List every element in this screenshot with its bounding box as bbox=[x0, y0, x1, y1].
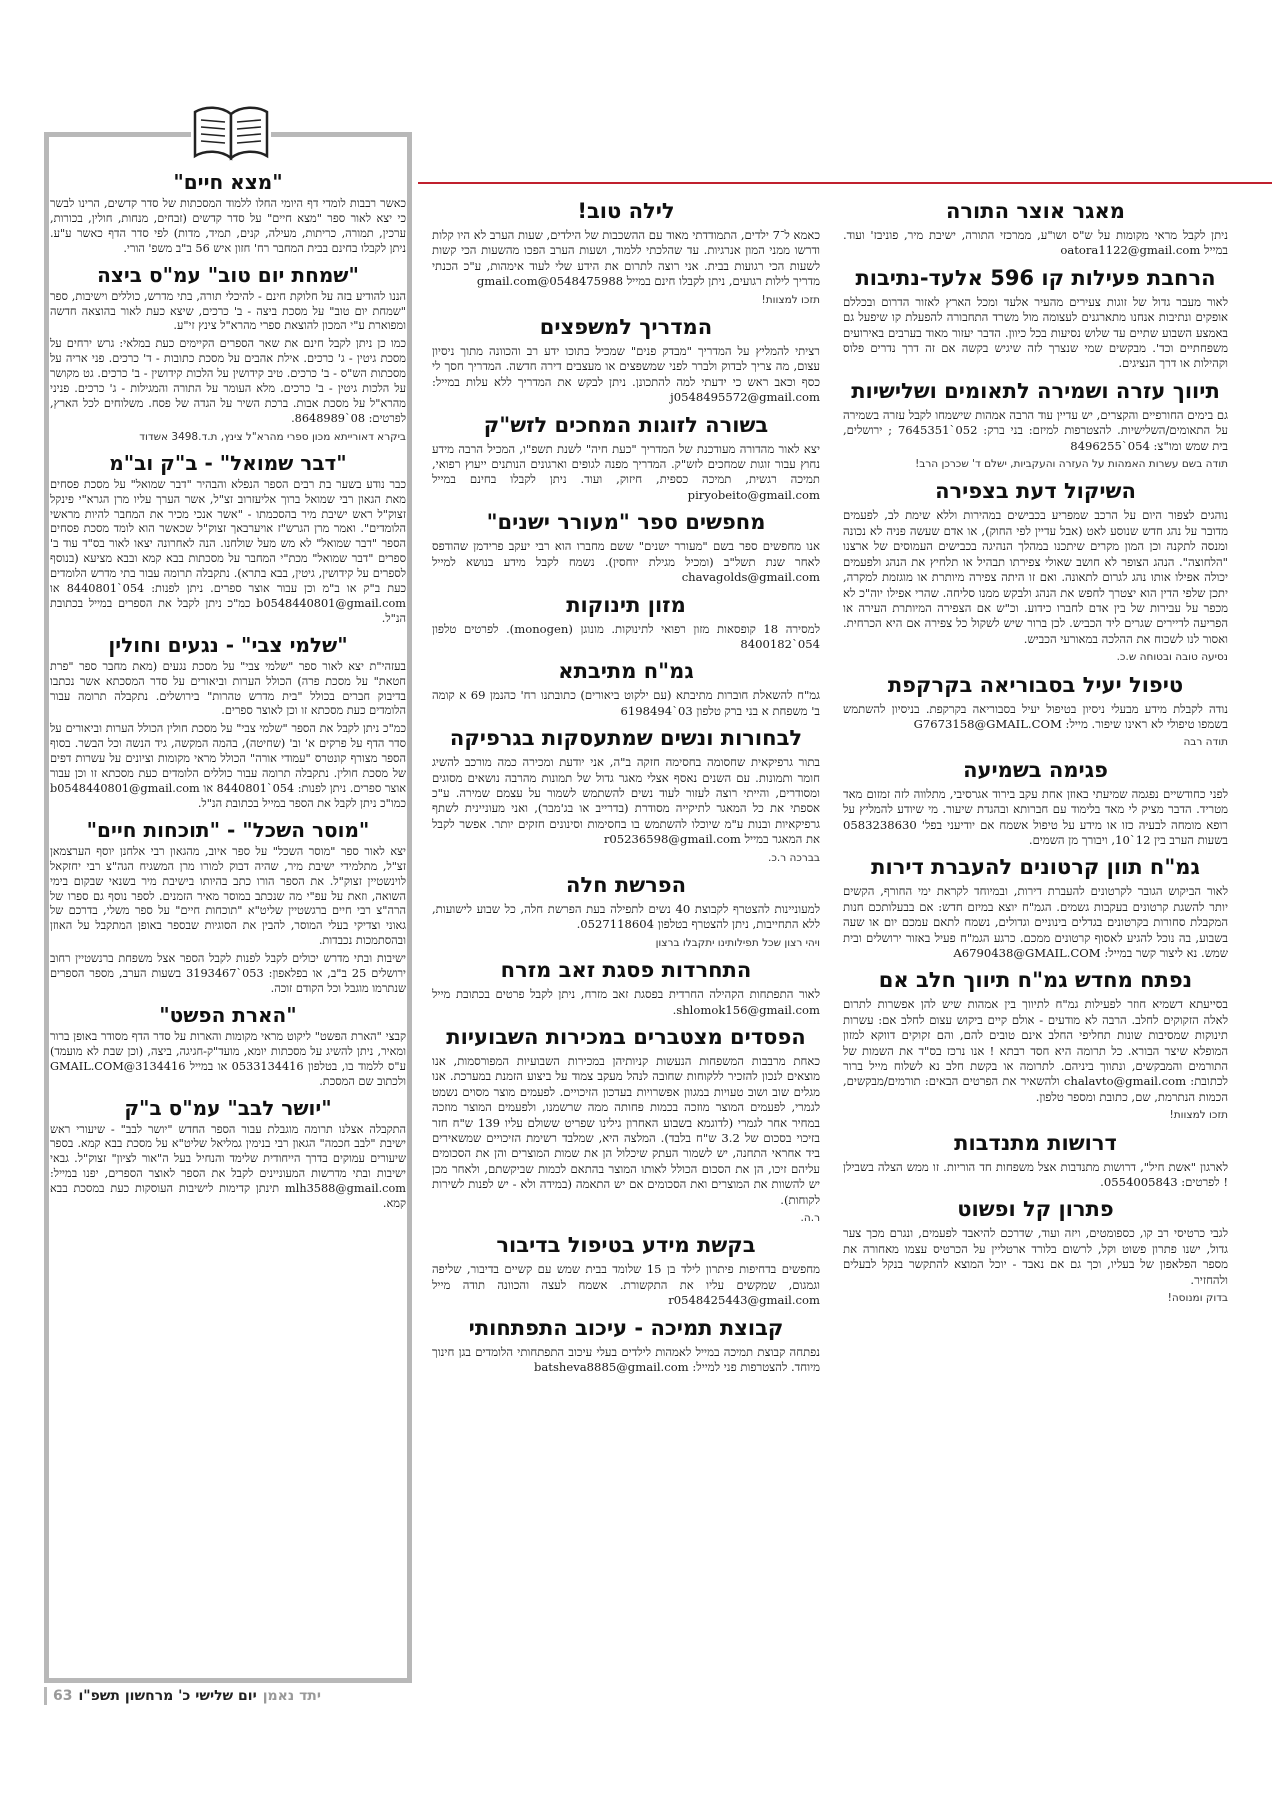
article-body: נפתחה קבוצת תמיכה במייל לאמהות לילדים בעלי עיכוב התפתחותי הלומדים בגן חינוך מיוחד. להצטרפות פני למייל: batsheva8885@gmail.com bbox=[432, 1344, 820, 1375]
article-body: בסייעתא דשמיא חוזר לפעילות גמ"ח לתיווך בין אמהות שיש להן אפשרות לתרום לאלה הזקוקים לחלב. הרבה לא מודעים - אולם קיים ביקוש עצום לחלב אם: עשרות תינוקות שמסיבות שונות תחליפי החלב אינם טובים להם, והם זקוקים דווקא למזון המופלא שיצר הבורא. כל תרומה היא חסד רבתא ! אנו נרכז בס"ד את השמות של התורמים והמבקשים, ונתווך ביניהם. לתרומה או בקשת חלב נא לשלוח מייל ברור לכתובת: chalavto@gmail.com ולהשאיר את הפרטים הבאים: תורמים/מבקשים, הכמות הנתרמת, שם, כתובת ומספר טלפון. bbox=[843, 997, 1228, 1104]
article bbox=[843, 672, 1228, 751]
footer-magazine: יתד נאמן bbox=[262, 1688, 321, 1704]
article-title: מאגר אוצר התורה bbox=[945, 199, 1126, 223]
article-signature: נסיעה טובה ובטוחה ש.כ. bbox=[1116, 651, 1228, 664]
article-body: נודה לקבלת מידע מבעלי ניסיון בטיפול יעיל בסבוריאה בקרקפת. בניסיון להשתמש בשמפו טיפולי לא ראינו שיפור. מייל: G7673158@GMAIL.COM bbox=[843, 701, 1228, 731]
article-title: מחפשים ספר "מעורר ישנים" bbox=[486, 510, 766, 535]
article-title: נפתח מחדש גמ"ח תיווך חלב אם bbox=[878, 968, 1193, 993]
article bbox=[432, 314, 820, 406]
article-signature: בברכה ר.כ. bbox=[768, 851, 820, 864]
article-title: הפסדים מצטברים במכירות השבועיות bbox=[446, 1025, 806, 1049]
article-title: טיפול יעיל בסבוריאה בקרקפת bbox=[887, 672, 1184, 697]
article-body: רציתי להמליץ על המדריך "מבדק פנים" שמכיל בתוכו ידע רב והכוונה מתוך ניסיון עצום, מה צריך לבדוק ולברר לפני שמשפצים או מעצבים דירה חדשה. המדריך חסך לי כסף וכאב ראש כי ידעתי למה להתכונן. ניתן לבקש את המדריך ללא עלות במייל: j0548495572@gmail.com bbox=[432, 344, 820, 405]
article-title: קבוצת תמיכה - עיכוב התפתחותי bbox=[468, 1315, 784, 1340]
left-column bbox=[50, 165, 406, 1218]
article-title: הפרשת חלה bbox=[565, 872, 687, 897]
article-signature: תודה רבה bbox=[1183, 736, 1228, 749]
article-body: נוהגים לצפור היום על הרכב שמפריע בכבישים במהירות וללא שימת לב, לפעמים מדובר על נהג חדש שנוסע לאט (אבל עדיין לפי החוק), או אדם שעשה פניה לא נכונה ומנסה לתקנה וכן המון מקרים שיתכנו במהלך הנהיגה בכבישים העמוסים של ארצנו "הלחוצה". הנהג הצופר לא חושב שאולי צפירתו תבהיל או תלחיץ את הנהג ולפעמים יכולה אפילו אותו נהג לגרום לתאונה. ואם זו היתה צפירה מיותרת או מוגזמת למקרה, יתכן שלפי הדין הוא יצטרך לחפש את הנהג ולבקש ממנו סליחה. שהרי אפילו יוה"כ לא מכפר על עבירות של בין אדם לחברו כידוע. וכ"ש אם הצפירה המיותרת העירה או הפריעה לדיירים שגרים ליד הכביש. לכן ברור שיש לשקול כל צפירה אם היא הכרחית. ואסור לנו לשכוח את ההלכה במאורעי הכביש. bbox=[843, 508, 1228, 646]
article-title: פגימה בשמיעה bbox=[963, 757, 1108, 782]
article bbox=[50, 1003, 406, 1090]
article-body: כאמא ל־7 ילדים, התמודדתי מאוד עם ההשכבות של הילדים, שעות הערב לא היו קלות ודרשו ממני המון אנרגיות. עד שהלכתי ללמוד, ושעות הערב הפכו מהשעות הכי קשות לשעות הכי רגועות בבית. אני רוצה לתרום את הידע שלי לעוד אימהות, ע"כ הכנתי מדריך לילות רגועים, ניתן לקבלו חינם במייל 0548475988@gmail.com bbox=[432, 228, 820, 289]
article bbox=[843, 478, 1228, 665]
page-footer bbox=[44, 1684, 321, 1708]
article-title: מזון תינוקות bbox=[566, 592, 686, 617]
article-title: "מצא חיים" bbox=[173, 170, 283, 194]
article-body: לאור הביקוש הגובר לקרטונים להעברת דירות, ובמיוחד לקראת ימי החורף, הקשים יותר להשגת קרטונים בעקבות גשמים. הגמ"ח יוצא במיזם חדש: אם בבעלותכם חנות המקבלת סחורות בקרטונים בגדלים בינוניים וגדולים, נשמח לתאם עמכם יום או שעה בשבוע, בה נוכל להגיע לאסוף קרטונים ממכם. כרגע הגמ"ח פעיל באזור ירושלים ובית שמש. נא ליצור קשר במייל: A6790438@GMAIL.COM bbox=[843, 884, 1228, 960]
article-body: מחפשים בדחיפות פיתרון לילד בן 15 שלומד בבית שמש עם קשיים בדיבור, שליפה וגמגום, שמקשים עליו את התקשורת. אשמח לעצה והכוונה תודה מייל r0548425443@gmail.com bbox=[432, 1262, 820, 1308]
footer-page-number: 63 bbox=[53, 1688, 73, 1704]
article-body: אנו מחפשים ספר בשם "מעורר ישנים" ששם מחברו הוא רבי יעקב פרידמן שהודפס לאחר שנת תשל"ב (ומכיל מגילת יוחסין). נשמח לקבל מידע בנושא למייל chavagolds@gmail.com bbox=[432, 539, 820, 585]
article-title: "הארת הפשט" bbox=[159, 1002, 297, 1027]
article-title: גמ"ח תוון קרטונים להעברת דירות bbox=[871, 855, 1200, 880]
right-column bbox=[843, 192, 1228, 1313]
article-title: גמ"ח מתיבתא bbox=[558, 659, 694, 684]
article-signature: בדוק ומנוסה! bbox=[1167, 1292, 1228, 1305]
article-body: יצא לאור ספר "מוסר השכל" על ספר איוב, מהגאון רבי אלחנן יוסף הערצמאן זצ"ל, מתלמידי ישיבת מיר, שהיה דבוק למורו מרן המשגיח הגה"צ רבי יחזקאל לוינשטיין זצוק"ל. את הספר הורו כתב בהיותו בישיבת מיר בשנאי שבקום בימי השואה, וזאת על עפ"י מה שנכתב במוסר מאיר הזמנים. לספר נוסף גם ספרו של הרה"צ רבי חיים ברגשטיין שליט"א "תוכחות חיים" על ספר משלי, בדרכם של גאוני וצדיקי בעלי המוסר, להבין את הסוגיות שבספר באופן המתקבל על האוזן ובהסתמכות נכבדות. bbox=[50, 844, 406, 948]
article-body: כאשר רבבות לומדי דף היומי החלו ללמוד המסכתות של סדר קדשים, הרינו לבשר כי יצא לאור ספר "מצא חיים" על סדר קדשים (זבחים, מנחות, חולין, בכורות, ערכין, תמורה, כריתות, מעילה, קנים, תמיד, מדות) לפי סדר הדף כאשר ע"ע. ניתן לקבלו בחינם בבית המחבר רח' חזון איש 56 ב"ב משפ' הורי. bbox=[50, 197, 406, 255]
article-title: פתרון קל ופשוט bbox=[957, 1197, 1114, 1222]
article bbox=[432, 725, 820, 866]
article bbox=[432, 412, 820, 504]
article bbox=[50, 263, 406, 445]
article-body: לאור מעבר גדול של זוגות צעירים מהעיר אלעד ומכל הארץ לאזור הדרום ובכללם אופקים ונתיבות אנחנו מתארגנים לעצומה מול משרד התחבורה להפעלת קו שיפעל גם באמצע השבוע שתיים עד שלוש נסיעות בכל כיוון. הדבר יעזור מאוד בערבים באירועים משפחתיים וכד'. מבקשים שמי שנצרך לזה שיגיש בקשה אם זה דרך נדרים פלוס וקהילות או דרך הנציגים. bbox=[843, 294, 1228, 371]
article-title: השיקול דעת בצפירה bbox=[935, 479, 1136, 504]
article-body: כמ"כ ניתן לקבל את הספר "שלמי צבי" על מסכת חולין הכולל הערות וביאורים על סדר הדף על פרקים א' וב' (שחיטה), בהמה המקשה, גיד הנשה וכל הבשר. בסוף הספר מצורף קונטרס "עמודי אורה" הכולל מראי מקומות וציונים על עשרות דפים של מסכת חולין. נתקבלה תרומה עבור כוללים הלומדים כעת מסכתא זו וכן עבור אוצר ספרים. ניתן לפנות: 054`8440801 או b0548440801@gmail.com כמו"כ ניתן לקבל את הספר במייל בכתובת הנ"ל. bbox=[49, 722, 406, 810]
article bbox=[432, 1024, 820, 1226]
article-title: "שמחת יום טוב" עמ"ס ביצה bbox=[97, 262, 359, 287]
article-title: המדריך למשפצים bbox=[539, 315, 713, 340]
article-body: ישיבות ובתי מדרש יכולים לקבל לפנות לקבל הספר אצל משפחת ברנשטיין רחוב ירושלים 25 ב"ב, או בפלאפון: 053`3193467 בשעות הערב, מספר הספרים שנתרמו מוגבל וכל הקודם זוכה. bbox=[50, 952, 406, 995]
article bbox=[432, 509, 820, 585]
article-signature: תודה בשם עשרות האמהות על העזרה והעקביות, ישלם ד' שכרכן הרב! bbox=[915, 458, 1228, 471]
middle-column bbox=[432, 192, 820, 1382]
article-body: כבר נודע בשער בת רבים הספר הנפלא והבהיר "דבר שמואל" על מסכת פסחים מאת הגאון רבי שמואל ברוך אליעזרוב זצ"ל, אשר הערך עליו מרן הגרא"י פינקל זצוק"ל ראש ישיבת מיר בהסכמתו - "אשר אנכי מכיר את המחבר להיות מראשי הלומדים". ואמר מרן הגרש"ז אויערבאך זצוק"ל שכאשר הוא לומד מסכת פסחים הספר "דבר שמואל" לא מש מעל שולחנו. הנה לאחרונה יצאו לאור בס"ד עוד ב' ספרים "דבר שמואל" מכת"י המחבר על מסכתות בבא קמא ובבא מציעא (בנוסף לספרים על קידושין, גיטין, בבא בתרא). נתקבלה תרומה עבור בתי מדרש הלומדים כעת ב"ק או ב"מ וכן עבור אוצר ספרים. ניתן לפנות: 054`8440801 או b0548440801@gmail.com כמ"כ ניתן לקבל את הספרים במייל בכתובת הנ"ל. bbox=[50, 477, 407, 625]
article-title: הרחבת פעילות קו 596 אלעד-נתיבות bbox=[855, 265, 1216, 290]
article bbox=[50, 451, 406, 627]
article bbox=[432, 957, 820, 1018]
article bbox=[50, 633, 406, 812]
article-body: כאחת מרבבות המשפחות הנעשות קניותיהן במכירות השבועיות המפורסמות, אנו מוצאים לנכון להזכיר ללקוחות שחובה לנהל מעקב צמוד על ביצוע הזמנת במערכת. אנו מגלים שוב ושוב טעויות במגוון אפשרויות בעדכון הזיכויים. לפעמים מוצר מסוים נשמט לגמרי, לפעמים המוצר מוזכה בכמות פחותה ממה שרשמנו, ולפעמים המוצר מוזכה במחיר אחר לגמרי (לדוגמא בשבוע האחרון גילינו שפריט ששולם עליו 139 ש"ח חזר בזיכוי בסכום של 3.2 ש"ח בלבד). המלצה היא, שמלבד רשימת הזיכויים שמשאירים ביד אחראי התחנה, יש לשמור העתק שיכלול הן את שמות המוצרים והן את הסכומים עליהם זיכו, הן את הסכום הכולל לאותו המוצר בהתאם לכמות שביקשתם, ולאחר מכן יש להשוות את המוצרים ואת הסכומים אם יש התאמה (במידה ולא - יש לפנות לשירות לקוחות). bbox=[432, 1054, 821, 1207]
article-title: בשורה לזוגות המחכים לזש"ק bbox=[483, 412, 769, 437]
article-title: "יושר לבב" עמ"ס ב"ק bbox=[124, 1095, 332, 1120]
article-body: למעוניינות להצטרף לקבוצת 40 נשים לתפילה בעת הפרשת חלה, כל שבוע לישועות, ללא התחייבות, ניתן להצטרף בטלפון 0527118604. bbox=[432, 901, 820, 932]
article-title: לילה טוב! bbox=[577, 199, 675, 223]
article-signature: תזכו למצוות! bbox=[761, 293, 820, 306]
article-signature: ר.ה. bbox=[800, 1212, 820, 1225]
article-title: לבחורות ונשים שמתעסקות בגרפיקה bbox=[449, 726, 803, 751]
article bbox=[432, 198, 820, 308]
article-title: דרושות מתנדבות bbox=[954, 1130, 1117, 1155]
open-book-icon bbox=[191, 102, 271, 164]
article bbox=[50, 818, 406, 997]
article bbox=[432, 872, 820, 951]
article-title: "דבר שמואל" - ב"ק וב"מ bbox=[109, 450, 347, 475]
article-signature: ביקרא דאורייתא מכון ספרי מהרא"ל צינץ, ת.ד.3498 אשדוד bbox=[139, 430, 406, 443]
article-body: כמו כן ניתן לקבל חינם את שאר הספרים הקיימים כעת במלאי: גרש ירחים על מסכת גיטין - ג' כרכים. אילת אהבים על מסכת כתובות - ד' כרכים. פני אריה על מסכתות הש"ס - ב' כרכים. טיב קידושין על הלכות קידושין - ב' כרכים. גט מקושר על הלכות גיטין - ב' כרכים. מלא העומר על התורה והמגילות - ג' כרכים. פניני מהרא"ל על מסכת אבות. ברכת השיר על הגדה של פסח. משלוחים לכל הארץ, לפרטים: 08`8648989. bbox=[50, 337, 406, 425]
article-title: "שלמי צבי" - נגעים וחולין bbox=[108, 632, 348, 657]
article bbox=[432, 1232, 820, 1308]
article bbox=[843, 198, 1228, 259]
article-body: לפני כחודשיים נפגמה שמיעתי באוזן אחת עקב בירוד אגרסיבי, מתלווה לזה זמזום מאד מטריד. הדבר מציק לי מאד בלימוד עם חברותא ובהגדת שיעור. מי שיודע להמליץ על רופא מומחה לבעיה כזו או מידע על טיפול אשמח אם יודיעני בפל' 0583238630 בשעות הערב בין 12`10, ויבורך מן השמים. bbox=[843, 786, 1228, 847]
article-body: ניתן לקבל מראי מקומות על ש"ס ושו"ע, ממרכזי התורה, ישיבת מיר, פוניבז' ועוד. במייל oatora1122@gmail.com bbox=[843, 228, 1228, 258]
article-body: התקבלה אצלנו תרומה מוגבלת עבור הספר החדש "יושר לבב" - שיעורי ראש ישיבת "לבב חכמה" הגאון רבי בנימין גמליאל שליט"א על מסכת בבא קמא. בספר שיעורים עמוקים בדרך הייחודית שלימד והנחיל בעל ה"אור לציון" זצוק"ל. גבאי ישיבות ובתי מדרשות המעוניינים לקבל את הספר לאוצר הספרים, יפנו במייל: mlh3588@gmail.com תינתן קדימות לישיבות העוסקות כעת במסכת בבא קמא. bbox=[50, 1122, 406, 1211]
article bbox=[843, 854, 1228, 961]
article-title: "מוסר השכל" - "תוכחות חיים" bbox=[86, 817, 370, 842]
article bbox=[843, 967, 1228, 1123]
article-body: לארגון "אשת חיל", דרושות מתנדבות אצל משפחות חד הוריות. זו ממש הצלה בשבילן ! לפרטים: 0554005843. bbox=[843, 1159, 1228, 1190]
article-body: בעזהי"ת יצא לאור ספר "שלמי צבי" על מסכת נגעים (מאת מחבר ספר "פרת חטאת" על מסכת פרה) הכולל הערות וביאורים על סדר המסכתא אשר נכתבו בדיבוק חברים בכולל "בית מדרש טהרות" בירושלים. נתקבלה תרומה עבור הלומדים כעת מסכתא זו וכן לאוצר ספרים. bbox=[50, 659, 406, 718]
article-title: בקשת מידע בטיפול בדיבור bbox=[496, 1233, 756, 1258]
article-body: בתור גרפיקאית שחסומה בחסימה חזקה ב"ה, אני יודעת ומכירה כמה מורכב להשיג חומר ותמונות. עם השנים נאסף אצלי מאגר גדול של תמונות מהרבה נושאים מסוגים ומסודרים, והייתי רוצה לעזור לעוד נשים להשתמש לשמור על עצמם שמירה. ע"כ אספתי את כל המאגר לתיקייה מסודרת (בדרייב או בג'מבר), ואני מעוניינית לשתף גרפיקאיות ובנות ע"מ שיוכלו להשתמש בו בחסימות וסינונים חזקים יותר. אפשר לקבל את המאגר במייל r05236598@gmail.com bbox=[432, 755, 820, 847]
footer-date: יום שלישי כ' מרחשון תשפ"ו bbox=[78, 1688, 257, 1704]
article bbox=[843, 1130, 1228, 1191]
article bbox=[843, 1196, 1228, 1306]
article-body: הננו להודיע בזה על חלוקת חינם - להיכלי תורה, בתי מדרש, כוללים וישיבות, ספר "שמחת יום טוב" על מסכת ביצה - ב' כרכים, שיצא כעת לאור בהוצאה חדשה ומפוארת ע"י המכון להוצאת ספרי מהרא"ל צינץ זי"ע. bbox=[50, 289, 406, 333]
article bbox=[432, 1315, 820, 1376]
article bbox=[432, 592, 820, 653]
article-body: גם בימים החורפיים והקצרים, יש עדיין עוד הרבה אמהות שישמחו לקבל עזרה בשמירה על התאומים/השלישיות. להצטרפות למיזם: בני ברק: 052`7645351 ; ירושלים, בית שמש ומו"צ: 054`8496255 bbox=[843, 407, 1228, 453]
article-body: לאור התפתחות הקהילה החרדית בפסגת זאב מזרח, ניתן לקבל פרטים בכתובת מייל shlomok156@gmail.com. bbox=[432, 987, 820, 1017]
article-body: קבצי "הארת הפשט" ליקוט מראי מקומות והארות על סדר הדף מסודר באופן ברור ומאיר, ניתן להשיג על מסכתות יומא, מועד"ק-חגיגה, ביצה, (וכן שבת לא מועמד) ע"ס ללמוד בו, בטלפון 0533134416 או במייל 3134416@GMAIL.COM ולכתוב שם המסכת. bbox=[50, 1029, 406, 1088]
article-body: גמ"ח להשאלת חוברות מתיבתא (עם ילקוט ביאורים) כתובתנו רח' כהנמן 69 א קומה ב' משפחת א בני ברק טלפון 03`6198494 bbox=[432, 688, 820, 718]
header-rule bbox=[418, 182, 1272, 184]
article bbox=[843, 265, 1228, 372]
article-signature: ויהי רצון שכל תפילותינו יתקבלו ברצון bbox=[655, 936, 820, 949]
article-title: התחרדות פסגת זאב מזרח bbox=[500, 958, 752, 983]
article bbox=[432, 658, 820, 719]
article bbox=[843, 757, 1228, 849]
article-signature: תזכו למצוות! bbox=[1169, 1109, 1228, 1122]
article bbox=[50, 1096, 406, 1212]
article-title: תיווך עזרה ושמירה לתאומים ושלישיות bbox=[851, 378, 1220, 403]
article-body: יצא לאור מהדורה מעודכנת של המדריך "כעת חיה" לשנת תשפ"ו, המכיל הרבה מידע נחוץ עבור זוגות שמחכים לזש"ק. המדריך מפנה לגופים וארגונים הנותנים ייעוץ רפואי, תמיכה רגשית, תמיכה כספית, חיזוק, ועוד. ניתן לקבלו בחינם במייל piryobeito@gmail.com bbox=[432, 441, 820, 502]
article-body: לגבי כרטיסי רב קו, כספומטים, ויזה ועוד, שדרכם להיאבד לפעמים, ונגרם מכך צער גדול, ישנו פתרון פשוט וקל, לרשום בלורד ארטליין על הכרטיס עצמו מאחורה את מספר הפלאפון של בעליו, וכך גם אם נאבד - יוכל המוצא להתקשר בנקל לבעלים ולהחזיר. bbox=[843, 1226, 1228, 1287]
article bbox=[843, 378, 1228, 473]
footer-bar bbox=[44, 1687, 47, 1705]
article bbox=[50, 170, 406, 257]
article-body: למסירה 18 קופסאות מזון רפואי לתינוקות. מונוגן (monogen). לפרטים טלפון 054`8400182 bbox=[432, 621, 820, 651]
